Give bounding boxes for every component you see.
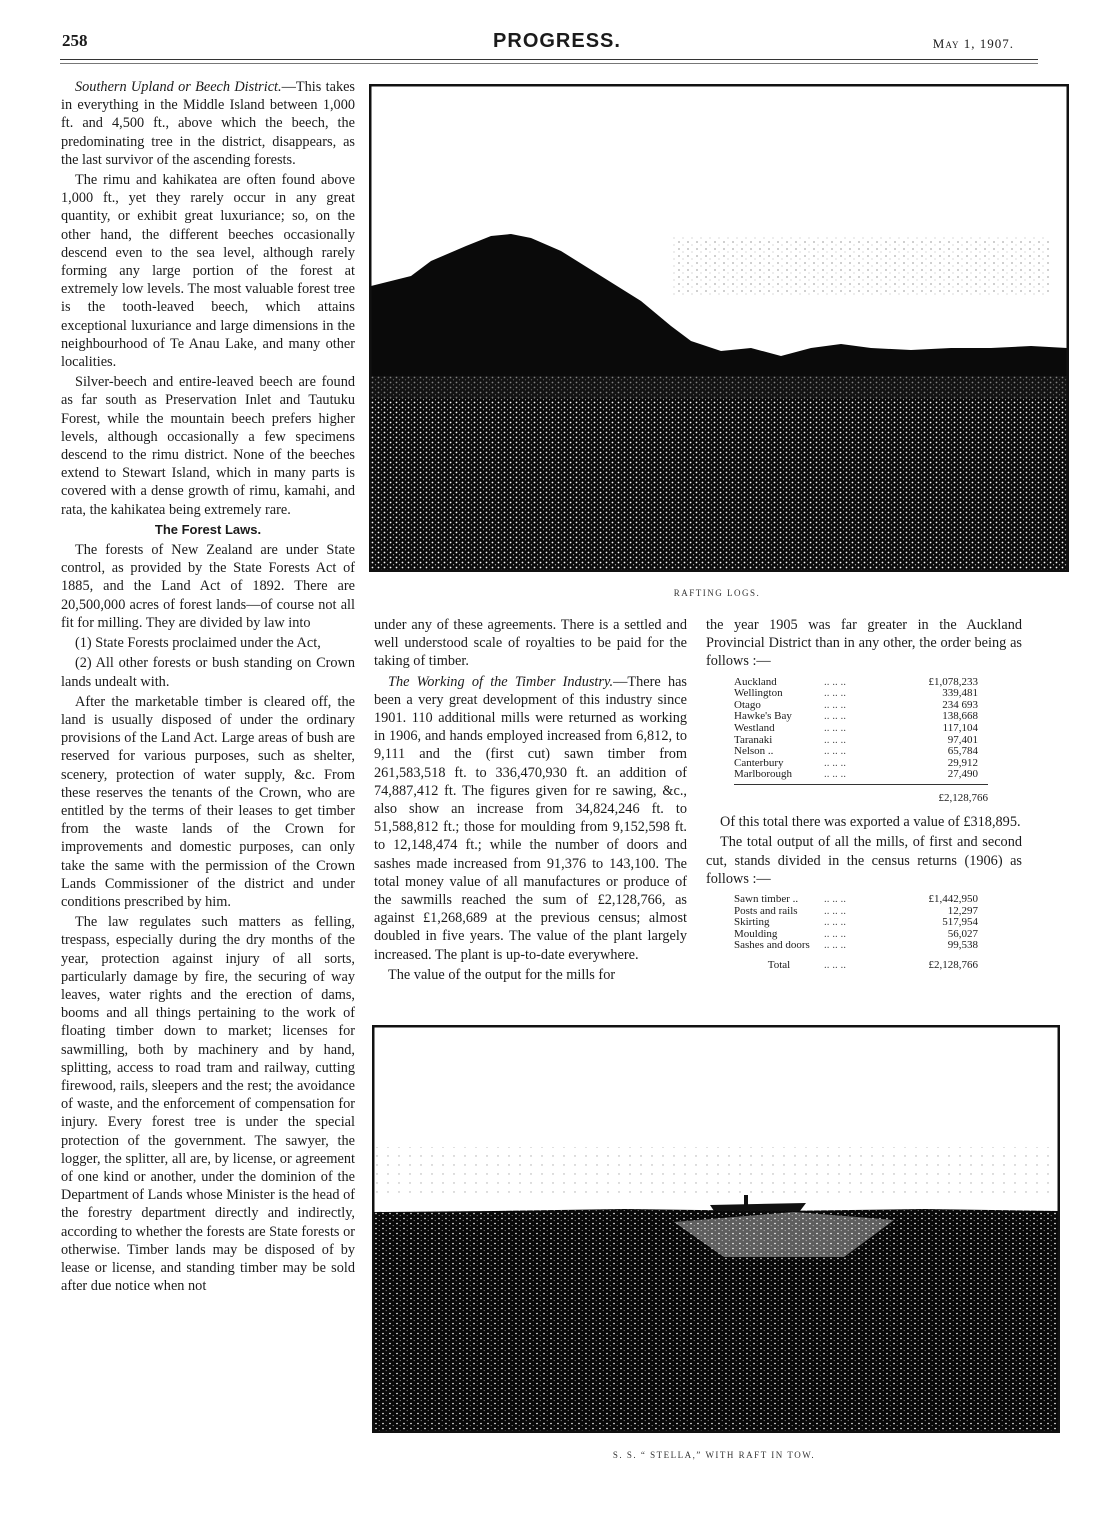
paragraph-state-control: The forests of New Zealand are under State control, as provided by the State Forests Act of 1885, and the Land Act of 1892. There are 20,500,000 acres of forest lands—of course not all fit for milling. They are divided by law into	[61, 542, 355, 631]
district-name: Wellington	[734, 687, 783, 700]
paragraph-beech-district	[61, 78, 355, 169]
paragraph-auckland-district: the year 1905 was far greater in the Auckland Provincial District than in any other, the order being as follows :—	[706, 617, 1022, 670]
paragraph-output-value: The value of the output for the mills for	[388, 966, 616, 983]
district-name: Westland	[734, 721, 775, 734]
district-name: Taranaki	[734, 733, 773, 746]
list-item-state-forests: (1) State Forests proclaimed under the Act,	[75, 635, 321, 652]
district-value: 138,668	[942, 710, 978, 723]
output-name: Sashes and doors	[734, 939, 810, 952]
district-value: £1,078,233	[928, 675, 978, 688]
table-total-row	[734, 952, 978, 972]
ss-stella-image	[374, 1027, 1058, 1431]
district-name: Hawke's Bay	[734, 710, 792, 723]
table-row	[734, 769, 978, 781]
leader-dots: .. .. ..	[824, 939, 846, 952]
header-rule	[60, 59, 1038, 60]
district-value: 234 693	[942, 698, 978, 711]
leader-dots: .. .. ..	[824, 892, 846, 905]
district-value: 27,490	[947, 768, 978, 781]
table-row	[734, 723, 978, 735]
paragraph-law-regulates: The law regulates such matters as felling, trespass, especially during the dry months of the year, protection against injury of all sorts, particularly damage by fire, the securing of way leaves, water rights and the erection of dams, booms and all things pertaining to the work of floating timber down to market; licenses for sawmilling, both by machinery and by hand, splitting, access to road tram and railway, cutting firewood, rails, sleepers and the rest; the avoidance of waste, and the enforcement of compensation for injury. Every forest tree is under the special protection of the government. The sawyer, the logger, the splitter, all are, by license, or agreement of one kind or another, under the dominion of the Department of Lands whose Minister is the head of the forestry department directly and indirectly, according to whether the forests are State forests or otherwise. Timber lands may be disposed of by lease or license, and standing timber may be sold after due notice when not	[61, 914, 355, 1295]
photo-rafting-logs	[369, 84, 1069, 572]
output-name: Skirting	[734, 916, 770, 929]
table-row	[734, 917, 978, 929]
leader-dots: .. .. ..	[824, 916, 846, 929]
section-heading-beech: Southern Upland or Beech District.	[75, 79, 282, 95]
district-value: 117,104	[942, 721, 978, 734]
output-value: 517,954	[942, 916, 978, 929]
leader-dots: .. .. ..	[824, 687, 846, 700]
leader-dots: .. .. ..	[824, 698, 846, 711]
output-total-value: £2,128,766	[928, 958, 978, 971]
section-heading-timber-industry: The Working of the Timber Industry.	[388, 673, 614, 690]
district-value: 97,401	[947, 733, 978, 746]
leader-dots: .. .. ..	[824, 927, 846, 940]
issue-date: May 1, 1907.	[932, 36, 1014, 51]
output-value: 56,027	[947, 927, 978, 940]
district-name: Canterbury	[734, 756, 784, 769]
paragraph-total-output: The total output of all the mills, of first and second cut, stands divided in the census returns (1906) as follows :—	[706, 834, 1022, 887]
page-number: 258	[62, 31, 88, 50]
district-value: 65,784	[947, 745, 978, 758]
publication-title: PROGRESS.	[493, 30, 621, 52]
table-districts	[734, 677, 978, 781]
district-name: Marlborough	[734, 768, 793, 781]
district-name: Nelson ..	[734, 745, 774, 758]
column-left	[61, 78, 355, 1295]
paragraph-silver-beech: Silver-beech and entire-leaved beech are found as far south as Preservation Inlet and Tautuku Forest, while the mountain beech prefers higher levels, although occasionally a few specimens descend to the rimu district. None of the beeches extend to Stewart Island, which in many parts is covered with a dense growth of rimu, kamahi, and rata, the kahikatea being extremely rare.	[61, 374, 355, 518]
paragraph-text: —There has been a very great development of this industry since 1901. 110 additional mills were returned as working in 1906, and hands employed increased from 6,812, to 9,111 and the (first cut) sawn timber from 261,583,518 ft. to 336,470,930 ft. an addition of 74,887,412 ft. The figures given for re sawing, &c., also show an increase from 34,824,246 ft. to 51,588,812 ft.; those for moulding from 9,152,598 ft. to 12,148,474 ft.; while the number of doors and sashes made increased from 91,376 to 143,100. The total money value of all manufactures or produce of the sawmills reached the sum of £2,128,766, as against £1,268,689 at the previous census; almost doubled in five years. The value of the plant largely increased. The plant is up-to-date everywhere.	[374, 673, 687, 963]
leader-dots: .. .. ..	[824, 675, 846, 688]
output-value: 99,538	[947, 939, 978, 952]
districts-total: £2,128,766	[734, 784, 988, 807]
district-value: 339,481	[942, 687, 978, 700]
leader-dots: .. .. ..	[824, 958, 846, 971]
output-name: Posts and rails	[734, 904, 798, 917]
leader-dots: .. .. ..	[824, 733, 846, 746]
leader-dots: .. .. ..	[824, 721, 846, 734]
output-value: 12,297	[947, 904, 978, 917]
leader-dots: .. .. ..	[824, 904, 846, 917]
leader-dots: .. .. ..	[824, 710, 846, 723]
leader-dots: .. .. ..	[824, 756, 846, 769]
photo-ss-stella	[372, 1025, 1060, 1433]
list-item-other-forests: (2) All other forests or bush standing on Crown lands undealt with.	[61, 655, 355, 690]
district-value: 29,912	[947, 756, 978, 769]
paragraph-text: —This takes in everything in the Middle Island between 1,000 ft. and 4,500 ft., above which the beech, the predominating tree in the district, disappears, as the last survivor of the ascending forests.	[61, 79, 355, 168]
paragraph-timber-industry	[374, 673, 687, 964]
district-name: Auckland	[734, 675, 777, 688]
caption-ss-stella: S. S. “ STELLA,” WITH RAFT IN TOW.	[612, 1450, 816, 1460]
column-right	[706, 616, 1022, 972]
output-total-label: Total	[767, 958, 791, 971]
rafting-logs-image	[371, 86, 1067, 570]
output-value: £1,442,950	[928, 892, 978, 905]
leader-dots: .. .. ..	[824, 745, 846, 758]
paragraph-marketable-timber: After the marketable timber is cleared off, the land is usually disposed of under the ordinary provisions of the Land Act. Large areas of bush are reserved for various purposes, such as shelter, scenery, protection of water supply, &c. From these reserves the tenants of the Crown, who are entitled by the terms of their leases to get timber from the waste lands of the Crown for improvements and domestic purposes, can only take the same with the permission of the Crown Lands Commissioner of the district and under conditions prescribed by him.	[61, 693, 355, 910]
paragraph-agreements: under any of these agreements. There is a settled and well understood scale of royalties to be paid for the taking of timber.	[374, 617, 687, 670]
district-name: Otago	[734, 698, 761, 711]
caption-rafting-logs: RAFTING LOGS.	[673, 588, 761, 598]
table-row	[734, 894, 978, 906]
column-middle	[374, 616, 687, 984]
table-output	[734, 894, 978, 972]
paragraph-exported: Of this total there was exported a value of £318,895.	[720, 814, 1021, 831]
output-name: Moulding	[734, 927, 778, 940]
header-rule-thin	[60, 63, 1038, 64]
table-row	[734, 940, 978, 952]
paragraph-rimu: The rimu and kahikatea are often found above 1,000 ft., yet they rarely occur in any great quantity, or exhibit great luxuriance; so, on the other hand, the different beeches occasionally descend even to the sea level, although rarely forming any large portion of the forest at extremely low levels. The most valuable forest tree is the tooth-leaved beech, which attains exceptional luxuriance and large dimensions in the neighbourhood of Te Anau Lake, and many other localities.	[61, 172, 355, 371]
subheading-forest-laws: The Forest Laws.	[154, 521, 262, 537]
leader-dots: .. .. ..	[824, 768, 846, 781]
output-name: Sawn timber ..	[734, 892, 799, 905]
